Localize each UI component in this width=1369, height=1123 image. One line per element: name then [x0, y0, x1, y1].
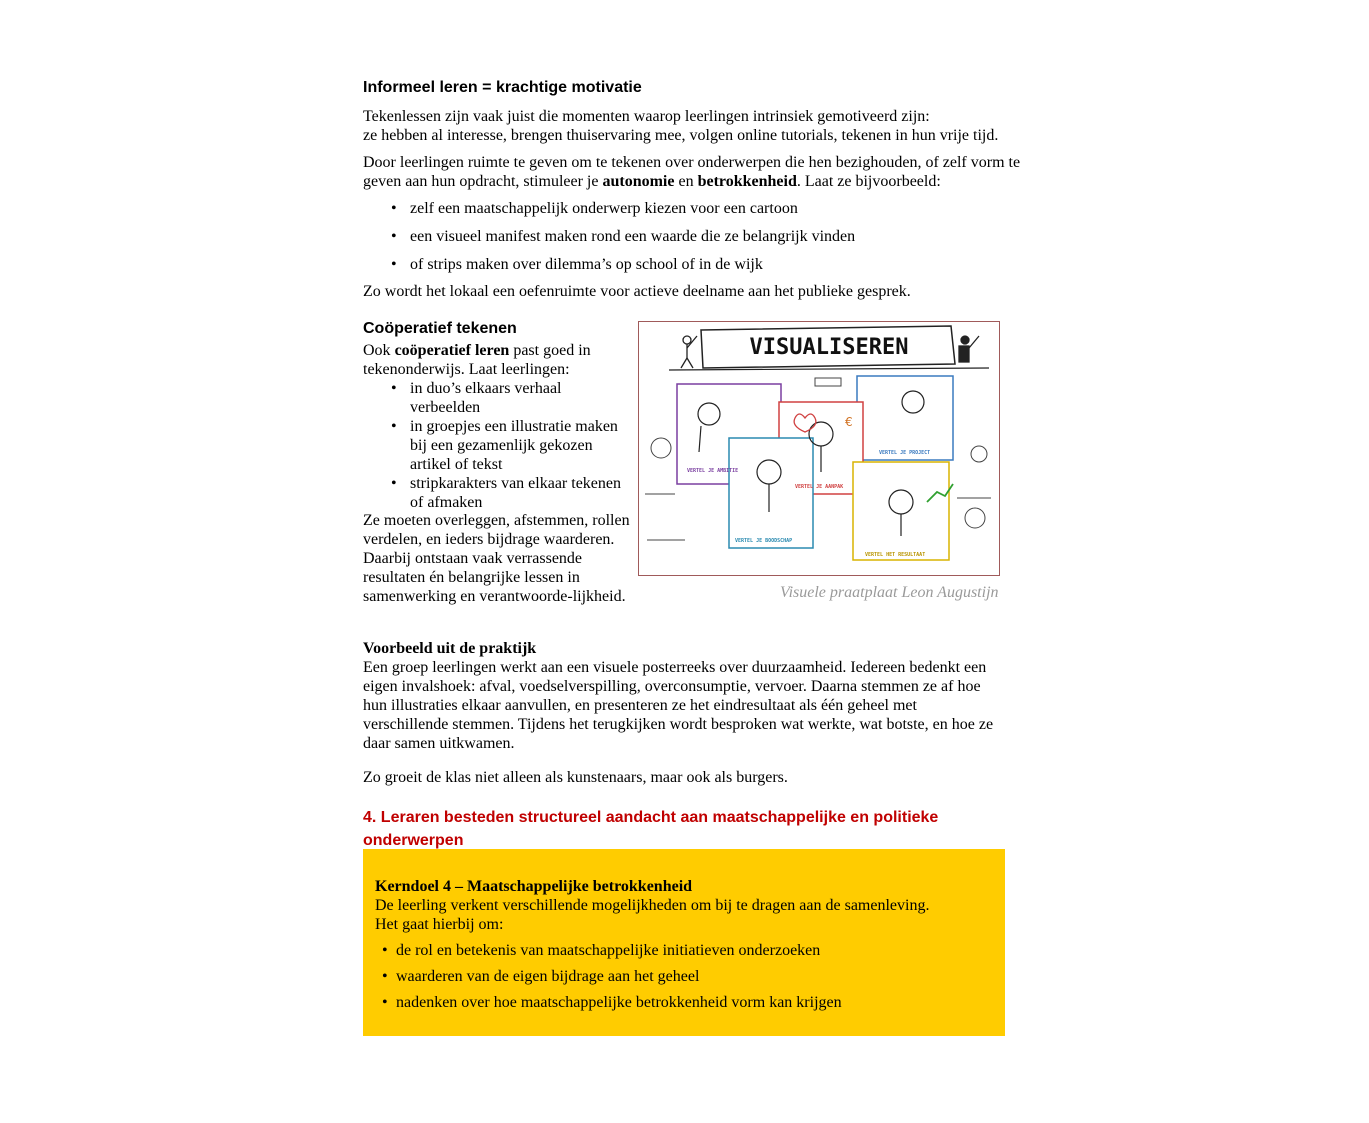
list-item: • in duo’s elkaars verhaal verbeelden: [391, 380, 562, 416]
list-item: • de rol en betekenis van maatschappelijke initiatieven onderzoeken: [382, 942, 821, 959]
paragraph-line: Tekenlessen zijn vaak juist die momenten waarop leerlingen intrinsiek gemotiveerd zijn:: [363, 108, 930, 125]
list-item: • nadenken over hoe maatschappelijke betrokkenheid vorm kan krijgen: [382, 994, 842, 1011]
list-item-text: in duo’s elkaars verhaal verbeelden: [410, 380, 562, 416]
panel-project: [857, 376, 953, 460]
heading-section-4: 4. Leraren besteden structureel aandacht aan maatschappelijke en politieke onderwerpen: [363, 809, 939, 849]
list-item: • waarderen van de eigen bijdrage aan het geheel: [382, 968, 700, 985]
list-item: • zelf een maatschappelijk onderwerp kiezen voor een cartoon: [391, 200, 798, 217]
paragraph-burgers: Zo groeit de klas niet alleen als kunstenaars, maar ook als burgers.: [363, 769, 788, 786]
paragraph-oefenruimte: Zo wordt het lokaal een oefenruimte voor actieve deelname aan het publieke gesprek.: [363, 283, 911, 300]
kerndoel-bullets: [382, 941, 842, 1012]
list-item: • in groepjes een illustratie maken bij een gezamenlijk gekozen artikel of tekst: [391, 418, 618, 473]
paragraph-motivatie: [363, 107, 1023, 145]
paragraph-cooperatief-closing: Ze moeten overleggen, afstemmen, rollen verdelen, en ieders bijdrage waarderen. Daarbij ontstaan vaak verrassende resultaten én belangrijke lessen in samenwerking en verantwoorde-lijkheid.: [363, 512, 630, 605]
illustration-drawing: [639, 322, 999, 575]
label-resultaat: VERTEL HET RESULTAAT: [865, 552, 926, 558]
text-run: Door leerlingen ruimte te geven om te tekenen over onderwerpen die hen bezighouden, of zelf vorm te geven aan hun opdracht, stimuleer je: [363, 154, 1021, 190]
bold-autonomie: autonomie: [602, 173, 675, 190]
list-item-text: in groepjes een illustratie maken bij een gezamenlijk gekozen artikel of tekst: [410, 418, 618, 473]
paragraph-line: ze hebben al interesse, brengen thuiservaring mee, volgen online tutorials, tekenen in hun vrije tijd.: [363, 127, 999, 144]
panel-boodschap: [729, 438, 813, 548]
paragraph-voorbeeld-body: Een groep leerlingen werkt aan een visuele posterreeks over duurzaamheid. Iedereen bedenkt een eigen invalshoek: afval, voedselverspilling, overconsumptie, vervoer. Daarna stemmen ze af hoe hun illustraties elkaar aanvullen, en presenteren ze het eindresultaat als één geheel met verschillende stemmen. Tijdens het terugkijken wordt besproken wat werkte, wat botste, en hoe ze daar samen uitkwamen.: [363, 659, 994, 752]
label-project: VERTEL JE PROJECT: [879, 450, 931, 456]
text-run: . Laat ze bijvoorbeeld:: [796, 173, 941, 190]
label-aanpak: VERTEL JE AANPAK: [795, 484, 844, 490]
person-right-icon: [959, 336, 979, 362]
list-item: • stripkarakters van elkaar tekenen of afmaken: [391, 475, 622, 511]
list-item: • of strips maken over dilemma’s op school of in de wijk: [391, 256, 763, 273]
heading-cooperatief-tekenen: Coöperatief tekenen: [363, 320, 517, 337]
person-left-icon: [681, 336, 697, 368]
list-item-text: nadenken over hoe maatschappelijke betrokkenheid vorm kan krijgen: [396, 994, 842, 1011]
text-run: past goed in tekenonderwijs. Laat leerlingen:: [363, 342, 591, 378]
list-item-text: een visueel manifest maken rond een waarde die ze belangrijk vinden: [410, 228, 856, 245]
paragraph-ruimte: [363, 153, 1023, 191]
list-item-text: de rol en betekenis van maatschappelijke initiatieven onderzoeken: [396, 942, 821, 959]
kerndoel-line1: De leerling verkent verschillende mogelijkheden om bij te dragen aan de samenleving.: [375, 897, 930, 914]
heading-informeel-leren: Informeel leren = krachtige motivatie: [363, 79, 642, 96]
kerndoel-line2: Het gaat hierbij om:: [375, 916, 504, 933]
euro-icon: €: [845, 415, 853, 429]
list-item-text: zelf een maatschappelijk onderwerp kiezen voor een cartoon: [410, 200, 798, 217]
bold-cooperatief-leren: coöperatief leren: [394, 342, 510, 359]
label-boodschap: VERTEL JE BOODSCHAP: [735, 538, 793, 544]
banner-title: VISUALISEREN: [749, 335, 909, 360]
figure-caption: Visuele praatplaat Leon Augustijn: [780, 584, 999, 601]
text-run: en: [674, 173, 698, 190]
kerndoel-title: Kerndoel 4 – Maatschappelijke betrokkenheid: [375, 878, 693, 895]
bold-betrokkenheid: betrokkenheid: [697, 173, 797, 190]
visualiseren-illustration: [638, 321, 1000, 576]
heading-voorbeeld-praktijk: Voorbeeld uit de praktijk: [363, 640, 537, 657]
paragraph-cooperatief-intro: [363, 341, 603, 379]
list-item-text: stripkarakters van elkaar tekenen of afmaken: [410, 475, 622, 511]
bullet-list-cooperatief: [391, 379, 625, 512]
list-item: • een visueel manifest maken rond een waarde die ze belangrijk vinden: [391, 228, 856, 245]
list-item-text: of strips maken over dilemma’s op school of in de wijk: [410, 256, 763, 273]
panel-resultaat: [853, 462, 949, 560]
label-ambitie: VERTEL JE AMBITIE: [687, 468, 739, 474]
kerndoel-box: [363, 849, 1005, 1036]
list-item-text: waarderen van de eigen bijdrage aan het geheel: [396, 968, 700, 985]
text-run: Ook: [363, 342, 395, 359]
bullet-list-examples: [391, 199, 856, 274]
